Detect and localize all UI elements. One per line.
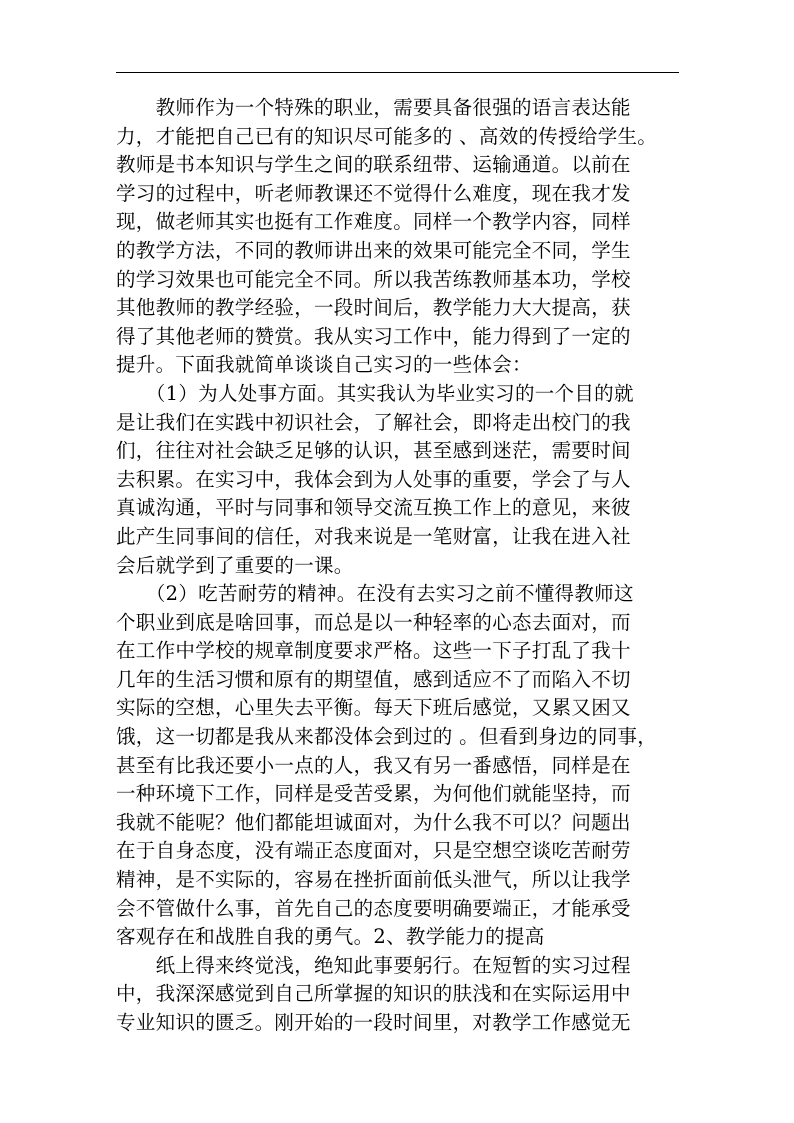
text-line: 我就不能呢？他们都能坦诚面对，为什么我不可以？问题出 <box>116 810 631 834</box>
text-line: 甚至有比我还要小一点的人，我又有另一番感悟，同样是在 <box>116 753 631 777</box>
document-body <box>116 94 716 1038</box>
text-line: 力，才能把自己已有的知识尽可能多的 、高效的传授给学生。 <box>116 124 658 148</box>
text-line: 几年的生活习惯和原有的期望值，感到适应不了而陷入不切 <box>116 667 631 691</box>
text-line: 去积累。在实习中，我体会到为人处事的重要，学会了与人 <box>116 467 631 491</box>
header-rule <box>116 72 679 73</box>
text-line: 的学习效果也可能完全不同。所以我苦练教师基本功，学校 <box>116 267 631 291</box>
text-line: 中，我深深感觉到自己所掌握的知识的肤浅和在实际运用中 <box>116 982 631 1006</box>
text-line: 在于自身态度，没有端正态度面对，只是空想空谈吃苦耐劳 <box>116 839 631 863</box>
text-line: 学习的过程中，听老师教课还不觉得什么难度，现在我才发 <box>116 181 631 205</box>
text-line: 现，做老师其实也挺有工作难度。同样一个教学内容，同样 <box>116 210 631 234</box>
text-line: （2）吃苦耐劳的精神。在没有去实习之前不懂得教师这 <box>116 582 634 606</box>
text-line: 是让我们在实践中初识社会，了解社会，即将走出校门的我 <box>116 410 631 434</box>
text-line: 们，往往对社会缺乏足够的认识，甚至感到迷茫，需要时间 <box>116 439 631 463</box>
text-line: 饿，这一切都是我从来都没体会到过的 。但看到身边的同事， <box>116 725 658 749</box>
text-line: 会不管做什么事，首先自己的态度要明确要端正，才能承受 <box>116 896 631 920</box>
text-line: 会后就学到了重要的一课。 <box>116 553 354 577</box>
text-line: 得了其他老师的赞赏。我从实习工作中，能力得到了一定的 <box>116 324 631 348</box>
text-line: 个职业到底是啥回事，而总是以一种轻率的心态去面对，而 <box>116 610 631 634</box>
text-line: 其他教师的教学经验，一段时间后，教学能力大大提高，获 <box>116 296 631 320</box>
text-line: 教师是书本知识与学生之间的联系纽带、运输通道。以前在 <box>116 153 631 177</box>
text-line: 提升。下面我就简单谈谈自己实习的一些体会： <box>116 353 532 377</box>
text-line: 教师作为一个特殊的职业，需要具备很强的语言表达能 <box>116 96 631 119</box>
text-line: 精神，是不实际的，容易在挫折面前低头泄气，所以让我学 <box>116 868 631 892</box>
text-line: 真诚沟通，平时与同事和领导交流互换工作上的意见，来彼 <box>116 496 631 520</box>
text-line: 客观存在和战胜自我的勇气。2、教学能力的提高 <box>116 925 545 949</box>
text-line: （1）为人处事方面。其实我认为毕业实习的一个目的就 <box>116 381 634 405</box>
text-line: 专业知识的匮乏。刚开始的一段时间里，对教学工作感觉无 <box>116 1011 631 1034</box>
text-line: 一种环境下工作，同样是受苦受累，为何他们就能坚持，而 <box>116 782 631 806</box>
text-line: 实际的空想，心里失去平衡。每天下班后感觉，又累又困又 <box>116 696 631 720</box>
text-line: 纸上得来终觉浅，绝知此事要躬行。在短暂的实习过程 <box>116 953 631 977</box>
text-line: 的教学方法，不同的教师讲出来的效果可能完全不同，学生 <box>116 238 631 262</box>
text-line: 此产生同事间的信任，对我来说是一笔财富，让我在进入社 <box>116 524 631 548</box>
text-line: 在工作中学校的规章制度要求严格。这些一下子打乱了我十 <box>116 639 631 663</box>
